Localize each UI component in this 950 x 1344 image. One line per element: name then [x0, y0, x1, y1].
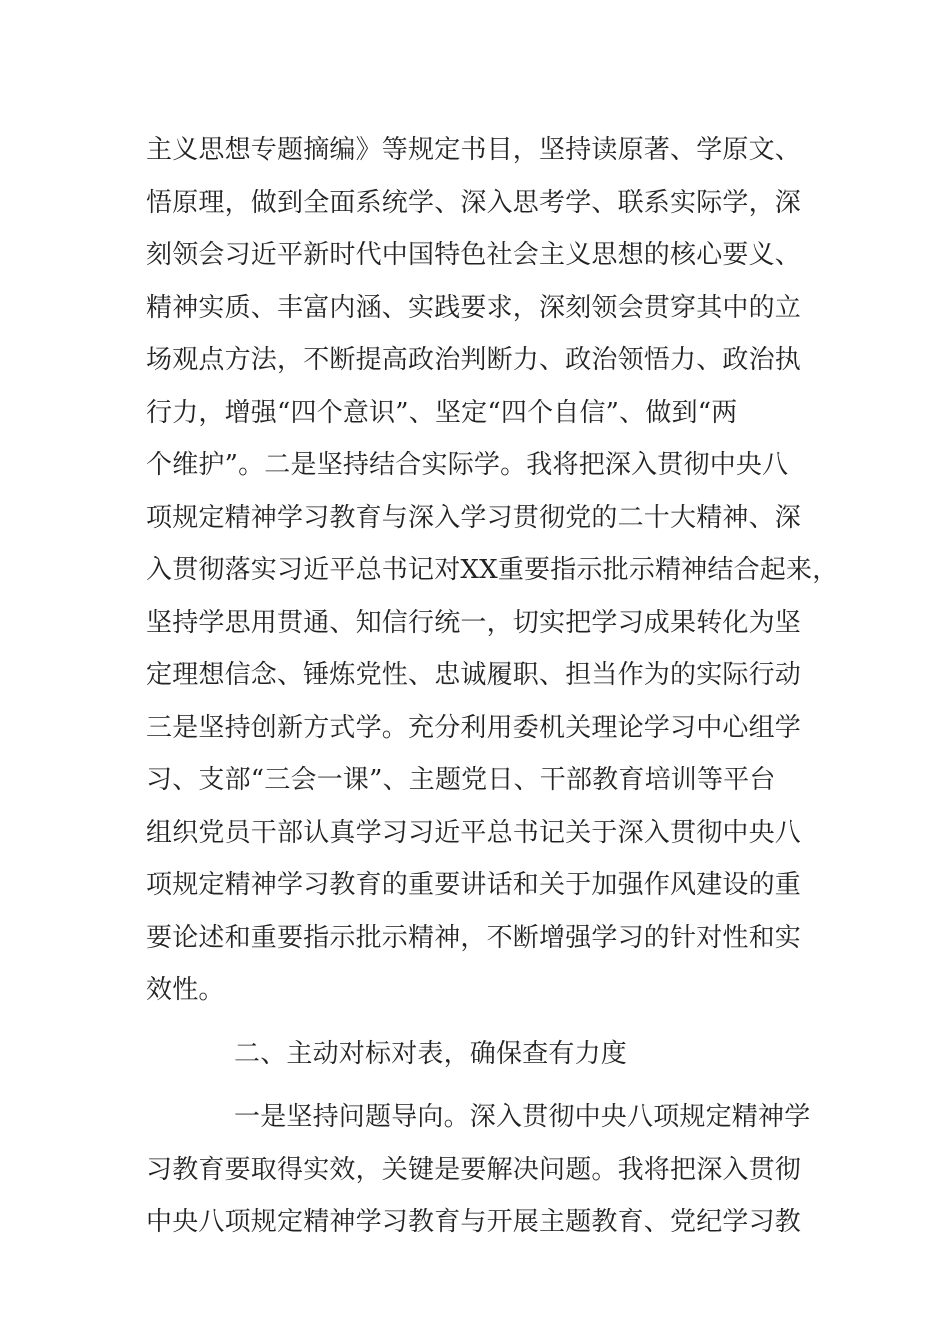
- body-line: 场观点方法，不断提高政治判断力、政治领悟力、政治执: [146, 345, 802, 375]
- body-line: 个维护”。二是坚持结合实际学。我将把深入贯彻中央八: [146, 450, 789, 480]
- body-line: 要论述和重要指示批示精神，不断增强学习的针对性和实: [146, 922, 802, 953]
- body-line: 项规定精神学习教育与深入学习贯彻党的二十大精神、深: [146, 502, 802, 533]
- body-line: 组织党员干部认真学习习近平总书记关于深入贯彻中央八: [146, 817, 802, 848]
- body-line: 精神实质、丰富内涵、实践要求，深刻领会贯穿其中的立: [146, 292, 802, 323]
- document-body: [146, 124, 839, 1249]
- section-heading: 二、主动对标对表，确保查有力度: [234, 1038, 628, 1069]
- body-line: 一是坚持问题导向。深入贯彻中央八项规定精神学: [234, 1102, 811, 1132]
- paragraph-gap: [146, 1080, 826, 1091]
- body-line: 主义思想专题摘编》等规定书目，坚持读原著、学原文、: [146, 135, 802, 165]
- body-line: 定理想信念、锤炼党性、忠诚履职、担当作为的实际行动: [146, 660, 802, 690]
- body-line: 行力，增强“四个意识”、坚定“四个自信”、做到“两: [146, 397, 738, 428]
- body-line: 刻领会习近平新时代中国特色社会主义思想的核心要义、: [146, 240, 802, 270]
- body-line: 习教育要取得实效，关键是要解决问题。我将把深入贯彻: [146, 1154, 802, 1185]
- body-line: 中央八项规定精神学习教育与开展主题教育、党纪学习教: [146, 1207, 802, 1237]
- body-line: 项规定精神学习教育的重要讲话和关于加强作风建设的重: [146, 870, 802, 900]
- body-line: 三是坚持创新方式学。充分利用委机关理论学习中心组学: [146, 712, 802, 743]
- body-line: 习、支部“三会一课”、主题党日、干部教育培训等平台: [146, 765, 776, 795]
- body-line: 效性。: [146, 975, 225, 1005]
- body-line: 坚持学思用贯通、知信行统一，切实把学习成果转化为坚: [146, 607, 802, 638]
- body-line: 悟原理，做到全面系统学、深入思考学、联系实际学，深: [146, 187, 802, 218]
- body-line: 入贯彻落实习近平总书记对XX重要指示批示精神结合起来，: [146, 555, 839, 585]
- paragraph-gap: [146, 1017, 826, 1028]
